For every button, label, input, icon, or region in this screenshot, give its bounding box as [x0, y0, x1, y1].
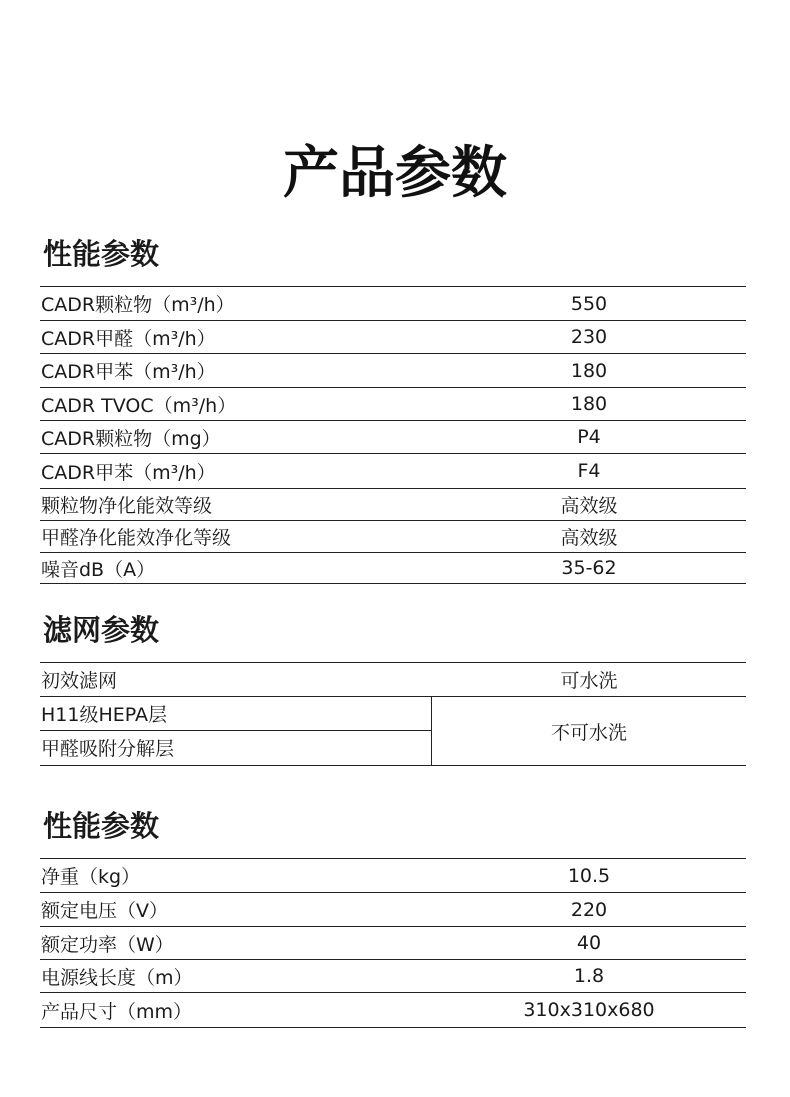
table-row — [40, 421, 746, 454]
row-value: 10.5 — [567, 864, 611, 887]
table-row — [40, 454, 746, 489]
merged-value: 不可水洗 — [550, 721, 627, 744]
merged-labels — [40, 697, 432, 765]
row-label: 甲醛吸附分解层 — [40, 730, 431, 764]
merged-row — [40, 697, 746, 766]
table-row — [40, 993, 746, 1028]
row-label: 产品尺寸（mm） — [41, 1000, 193, 1023]
row-label: 额定电压（V） — [41, 900, 168, 922]
row-value: 1.8 — [573, 965, 605, 987]
row-label: CADR TVOC（m³/h） — [41, 394, 237, 417]
row-label: 净重（kg） — [41, 866, 141, 888]
row-value: 180 — [570, 393, 608, 415]
table-row — [40, 927, 746, 960]
performance-section-title: 性能参数 — [43, 237, 160, 271]
table-row — [40, 859, 746, 893]
row-value: 高效级 — [560, 495, 618, 517]
row-label: 初效滤网 — [41, 670, 118, 692]
row-value: 220 — [570, 898, 608, 921]
table-row — [40, 287, 746, 321]
row-value: P4 — [577, 426, 601, 448]
page-title: 产品参数 — [283, 141, 507, 206]
row-label: CADR颗粒物（mg） — [41, 427, 221, 450]
row-value: 可水洗 — [560, 670, 618, 692]
row-value: 180 — [570, 359, 608, 382]
row-value: 高效级 — [560, 527, 618, 549]
table-row — [40, 521, 746, 553]
row-value: F4 — [577, 460, 601, 482]
table-row — [40, 553, 746, 584]
row-value: 40 — [576, 932, 602, 954]
filter-section-title: 滤网参数 — [43, 613, 160, 647]
row-label: 颗粒物净化能效等级 — [41, 495, 213, 517]
table-row — [40, 489, 746, 521]
row-value: 35-62 — [561, 557, 617, 579]
performance-table — [40, 286, 746, 584]
row-label: CADR颗粒物（m³/h） — [41, 294, 235, 316]
row-label: 电源线长度（m） — [41, 966, 193, 989]
row-label: CADR甲苯（m³/h） — [41, 461, 216, 484]
table-row — [40, 321, 746, 354]
table-row — [40, 388, 746, 421]
row-value: 310x310x680 — [523, 999, 655, 1021]
general-section-title: 性能参数 — [43, 809, 160, 843]
filter-table — [40, 662, 746, 766]
row-label: 噪音dB（A） — [41, 558, 156, 581]
row-value: 230 — [570, 326, 608, 348]
row-label: H11级HEPA层 — [41, 704, 167, 726]
general-table — [40, 858, 746, 1028]
table-row — [40, 893, 746, 927]
table-row — [40, 960, 746, 993]
table-row — [40, 354, 746, 388]
table-row — [40, 663, 746, 697]
row-label: CADR甲醛（m³/h） — [41, 327, 216, 350]
row-label: CADR甲苯（m³/h） — [41, 361, 216, 383]
row-label: 甲醛净化能效净化等级 — [41, 527, 232, 549]
row-label: 额定功率（W） — [41, 933, 174, 956]
row-value: 550 — [570, 292, 608, 315]
